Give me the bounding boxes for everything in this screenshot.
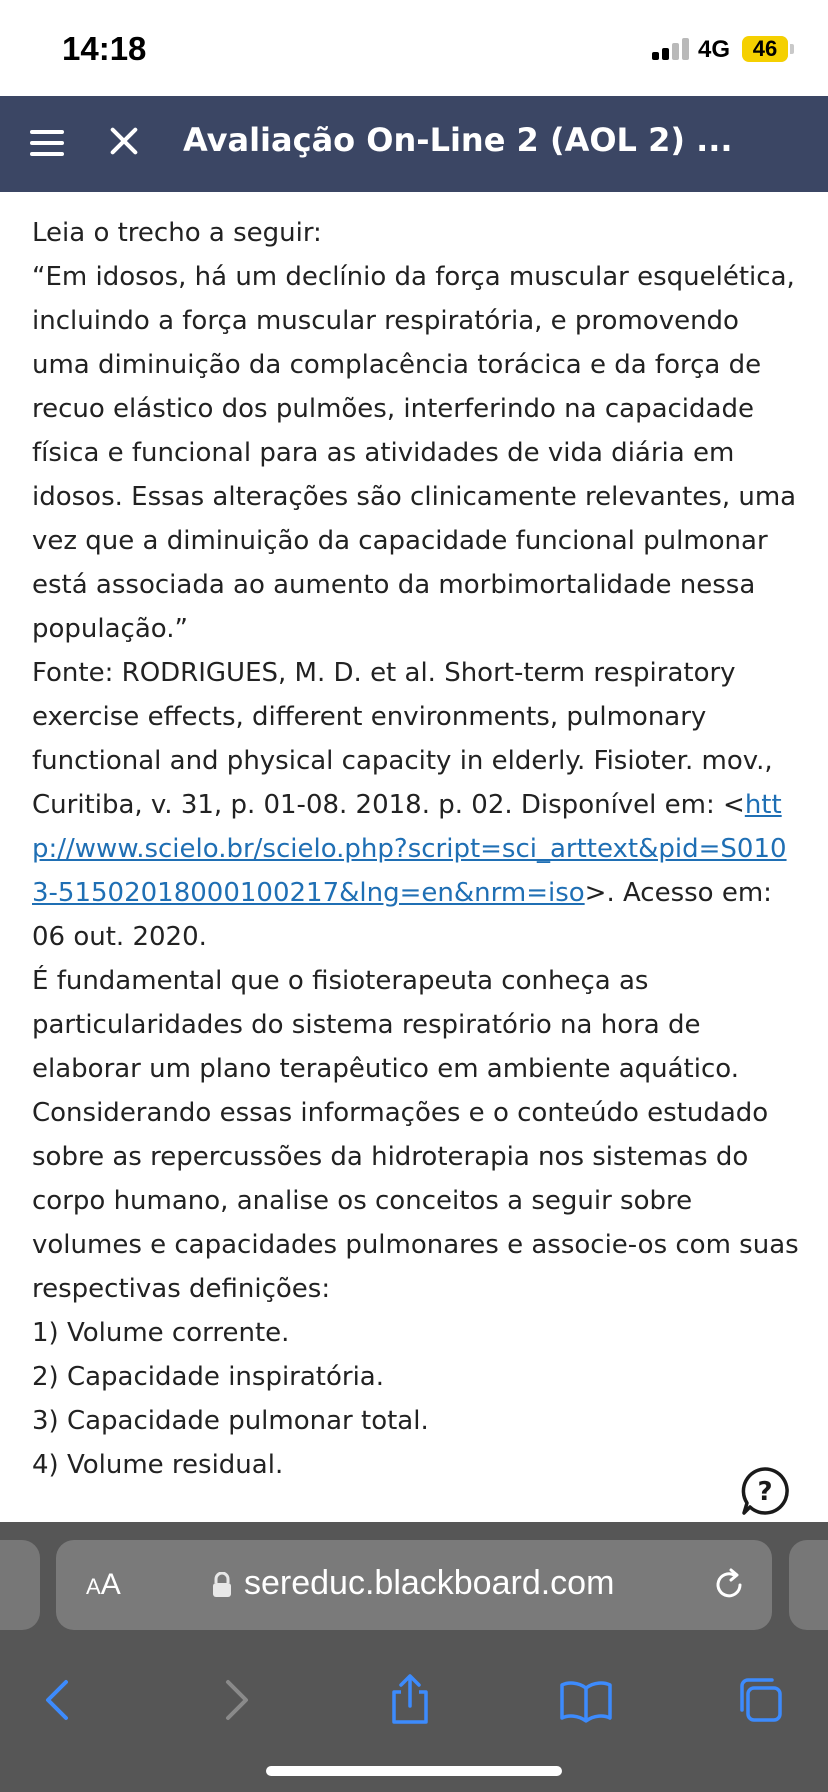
source-link[interactable]: http://www.scielo.br/scielo.php?script=sci_arttext&pid=S0103-51502018000100217&lng=en&nrm=iso bbox=[32, 790, 787, 908]
instruction-text: É fundamental que o fisioterapeuta conheça as particularidades do sistema respiratório na hora de elaborar um plano terapêutico em ambiente aquático. Considerando essas informações e o conteúdo estudado sobre as repercussões da hidroterapia nos sistemas do corpo humano, analise os conceitos a seguir sobre volumes e capacidades pulmonares e associe-os com suas respectivas definições: bbox=[32, 966, 799, 1304]
source-citation bbox=[32, 651, 802, 959]
share-icon[interactable] bbox=[380, 1670, 440, 1730]
help-bubble-icon[interactable] bbox=[740, 1466, 790, 1516]
close-icon[interactable] bbox=[104, 122, 144, 162]
browser-toolbar bbox=[0, 1522, 828, 1792]
signal-icon bbox=[652, 38, 690, 60]
browser-nav-row bbox=[0, 1652, 828, 1752]
source-suffix: >. Acesso em: 06 out. 2020. bbox=[32, 878, 772, 952]
previous-tab-peek[interactable] bbox=[0, 1540, 40, 1630]
hamburger-icon[interactable] bbox=[30, 126, 66, 160]
reload-icon[interactable] bbox=[710, 1566, 748, 1604]
battery-cap bbox=[790, 44, 794, 54]
bookmarks-icon[interactable] bbox=[556, 1670, 616, 1730]
lock-icon bbox=[212, 1572, 232, 1598]
intro-text: Leia o trecho a seguir: bbox=[32, 218, 322, 248]
status-time: 14:18 bbox=[62, 30, 147, 67]
back-icon[interactable] bbox=[28, 1670, 88, 1730]
next-tab-peek[interactable] bbox=[789, 1540, 828, 1630]
svg-text:?: ? bbox=[757, 1477, 773, 1507]
question-content[interactable] bbox=[32, 211, 802, 1521]
tabs-icon[interactable] bbox=[732, 1670, 792, 1730]
address-bar[interactable] bbox=[56, 1540, 772, 1630]
list-item: 4) Volume residual. bbox=[32, 1450, 284, 1480]
source-prefix: Fonte: RODRIGUES, M. D. et al. Short-term respiratory exercise effects, different environments, pulmonary functional and physical capacity in elderly. Fisioter. mov., Curitiba, v. 31, p. 01-08. 2018. p. 02. Disponível em: < bbox=[32, 658, 773, 820]
battery-icon: 46 bbox=[742, 36, 788, 62]
list-item: 3) Capacidade pulmonar total. bbox=[32, 1406, 429, 1436]
page-title: Avaliação On-Line 2 (AOL 2) ... bbox=[183, 121, 733, 159]
app-header bbox=[0, 96, 828, 192]
list-item: 1) Volume corrente. bbox=[32, 1318, 290, 1348]
reader-settings-button[interactable]: AA bbox=[86, 1568, 121, 1601]
network-label: 4G bbox=[698, 36, 731, 63]
home-indicator bbox=[266, 1766, 562, 1776]
list-item: 2) Capacidade inspiratória. bbox=[32, 1362, 385, 1392]
status-bar bbox=[0, 0, 828, 96]
forward-icon[interactable] bbox=[206, 1670, 266, 1730]
url-text: sereduc.blackboard.com bbox=[244, 1564, 615, 1602]
quote-text: “Em idosos, há um declínio da força muscular esquelética, incluindo a força muscular respiratória, e promovendo uma diminuição da complacência torácica e da força de recuo elástico dos pulmões, interferindo na capacidade física e funcional para as atividades de vida diária em idosos. Essas alterações são clinicamente relevantes, uma vez que a diminuição da capacidade funcional pulmonar está associada ao aumento da morbimortalidade nessa população.” bbox=[32, 262, 797, 644]
